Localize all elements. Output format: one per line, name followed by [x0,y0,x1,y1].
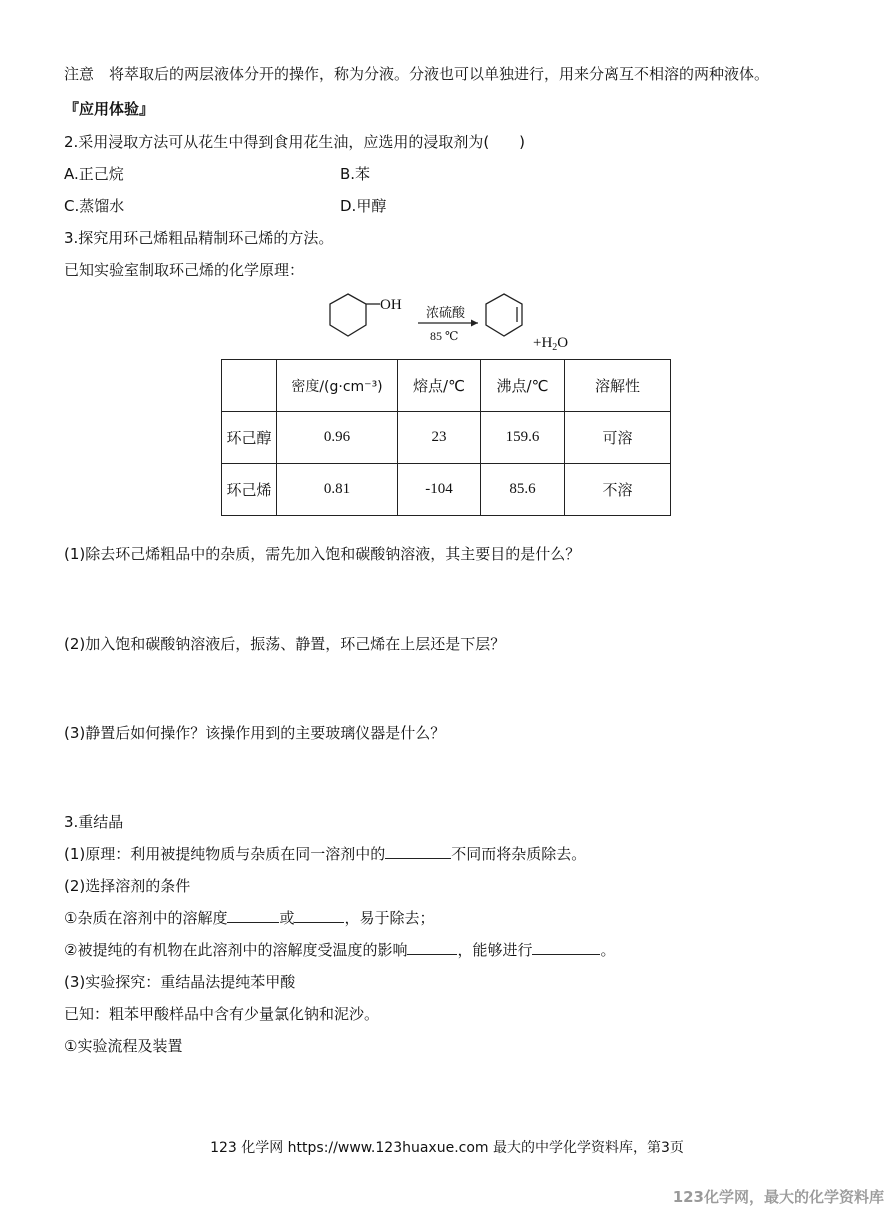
q2-option-a: A.正己烷 [64,165,124,183]
answer-blank[interactable] [385,844,451,859]
recrystallization-title: 3.重结晶 [64,813,124,831]
cyclohexanol-ring [330,294,366,336]
answer-blank[interactable] [532,940,600,955]
answer-blank[interactable] [294,908,344,923]
reaction-equation [320,290,590,354]
answer-blank[interactable] [227,908,279,923]
condition-2-end: 。 [600,941,616,959]
q2-option-b: B.苯 [340,165,371,183]
condition-1-text: ①杂质在溶剂中的溶解度 [64,909,228,927]
q2-option-d: D.甲醇 [340,197,387,215]
table-cell: 23 [398,412,481,464]
watermark: 123化学网，最大的化学资料库 [672,1188,884,1206]
table-header-cell: 密度/(g·cm⁻³) [277,360,398,412]
note-paragraph: 注意 将萃取后的两层液体分开的操作，称为分液。分液也可以单独进行，用来分离互不相溶的两种液体。 [64,65,770,83]
table-row [222,464,671,516]
conditions-title: (2)选择溶剂的条件 [64,877,191,895]
q3-known: 已知实验室制取环己烯的化学原理： [64,261,305,279]
condition-1-end: ，易于除去； [344,909,435,927]
q2-option-c: C.蒸馏水 [64,197,125,215]
table-cell: -104 [398,464,481,516]
sub-question-1: (1)除去环己烯粗品中的杂质，需先加入饱和碳酸钠溶液，其主要目的是什么？ [64,545,581,563]
table-header-row [222,360,671,412]
known-impurities: 已知：粗苯甲酸样品中含有少量氯化钠和泥沙。 [64,1005,380,1023]
reagent-label: 浓硫酸 [426,306,466,321]
sub-question-3: (3)静置后如何操作？该操作用到的主要玻璃仪器是什么？ [64,724,446,742]
table-cell: 可溶 [565,412,671,464]
table-cell: 159.6 [481,412,565,464]
principle-line [64,844,586,864]
table-header-cell: 熔点/℃ [398,360,481,412]
table-cell: 环己醇 [222,412,277,464]
answer-blank[interactable] [407,940,457,955]
hydroxyl-label: OH [380,297,402,313]
section-header: 『应用体验』 [64,100,155,118]
table-cell: 0.96 [277,412,398,464]
table-header-cell [222,360,277,412]
properties-table [221,359,671,516]
principle-text: (1)原理：利用被提纯物质与杂质在同一溶剂中的 [64,845,386,863]
condition-1 [64,908,434,928]
table-cell: 不溶 [565,464,671,516]
table-cell: 环己烯 [222,464,277,516]
sub-question-2: (2)加入饱和碳酸钠溶液后，振荡、静置，环己烯在上层还是下层？ [64,635,506,653]
condition-label: 85 ℃ [430,329,459,343]
q3-stem: 3.探究用环己烯粗品精制环己烯的方法。 [64,229,334,247]
condition-2-text: ②被提纯的有机物在此溶剂中的溶解度受温度的影响 [64,941,408,959]
condition-2 [64,940,615,960]
table-header-cell: 沸点/℃ [481,360,565,412]
table-header-cell: 溶解性 [565,360,671,412]
principle-text-end: 不同而将杂质除去。 [451,845,587,863]
explore-title: (3)实验探究：重结晶法提纯苯甲酸 [64,973,296,991]
table-row [222,412,671,464]
q2-stem: 2.采用浸取方法可从花生中得到食用花生油，应选用的浸取剂为( ) [64,133,526,151]
condition-2-mid: ，能够进行 [457,941,533,959]
step-1-title: ①实验流程及装置 [64,1037,183,1055]
condition-1-or: 或 [279,909,295,927]
page-footer: 123 化学网 https://www.123huaxue.com 最大的中学化学资料库，第3页 [210,1140,684,1156]
table-cell: 0.81 [277,464,398,516]
table-cell: 85.6 [481,464,565,516]
water-product: $+H_2O$ [533,335,569,353]
